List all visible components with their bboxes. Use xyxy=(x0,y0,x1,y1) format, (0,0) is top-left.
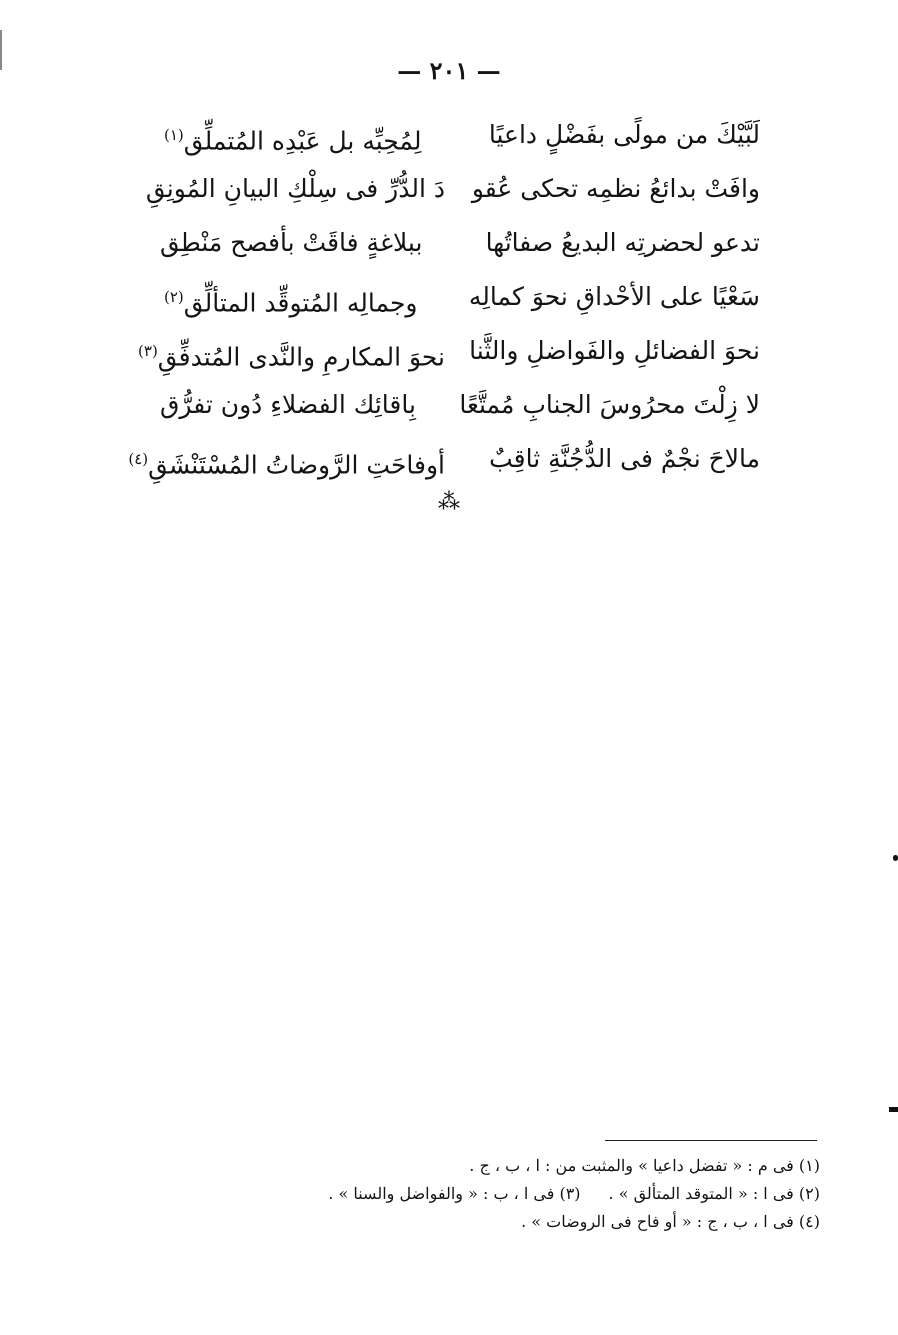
scan-edge-mark-3 xyxy=(889,1107,898,1112)
footnote-1: (١) فى م : « تفضل داعيا » والمثبت من : ا ، ب ، ج . xyxy=(469,1156,820,1175)
scan-edge-mark-2 xyxy=(893,855,898,861)
verse-4-second-hemistich-text: وجمالِه المُتوقِّد المتألِّق xyxy=(183,288,418,318)
poem xyxy=(128,108,760,486)
footnote-marker-2: (٢) xyxy=(164,288,184,306)
footnote-divider xyxy=(605,1140,817,1141)
verse-1-first-hemistich: لَبَّيْكَ من مولًى بفَضْلٍ داعيًا xyxy=(488,120,760,149)
verse-3 xyxy=(160,216,760,270)
footnote-row-2-3 xyxy=(120,1180,820,1208)
verse-6-second-hemistich xyxy=(160,378,445,432)
verse-7-second-hemistich xyxy=(128,432,445,492)
verse-2 xyxy=(145,162,760,216)
scan-edge-mark-1 xyxy=(0,30,2,70)
verse-7 xyxy=(128,432,760,486)
footnote-marker-3: (٣) xyxy=(138,342,158,360)
verse-3-first-hemistich: تدعو لحضرتِه البديعُ صفاتُها xyxy=(485,228,760,257)
footnote-marker-1: (١) xyxy=(164,126,184,144)
section-end-ornament: ⁂ xyxy=(438,490,460,515)
verse-6-second-hemistich-text: بِاقائِك الفضلاءِ دُون تفرُّق xyxy=(160,390,416,419)
page-number: — ٢٠١ — xyxy=(397,56,501,85)
verse-7-first-hemistich: مالاحَ نجْمٌ فى الدُّجُنَّةِ ثاقِبٌ xyxy=(489,444,760,473)
footnote-4: (٤) فى ا ، ب ، ج : « أو فاح فى الروضات » . xyxy=(521,1212,820,1231)
footnote-2: (٢) فى ا : « المتوقد المتألق » . xyxy=(608,1184,820,1203)
footnote-3: (٣) فى ا ، ب : « والفواضل والسنا » . xyxy=(328,1184,581,1203)
verse-5-second-hemistich-text: نحوَ المكارمِ والنَّدى المُتدفِّقِ xyxy=(157,342,445,372)
verse-2-second-hemistich-text: دَ الدُّرِّ فى سِلْكِ البيانِ المُونِقِ xyxy=(145,174,445,203)
footnote-marker-4: (٤) xyxy=(128,450,149,468)
verse-5 xyxy=(138,324,760,378)
verse-3-second-hemistich xyxy=(160,216,445,270)
footnotes xyxy=(120,1152,820,1236)
verse-6 xyxy=(160,378,760,432)
verse-4-second-hemistich xyxy=(160,270,445,330)
verse-1-second-hemistich xyxy=(160,108,445,168)
verse-5-first-hemistich: نحوَ الفضائلِ والفَواضلِ والثَّنا xyxy=(469,336,760,365)
verse-4-first-hemistich: سَعْيًا على الأحْداقِ نحوَ كمالِه xyxy=(468,282,760,311)
verse-4 xyxy=(160,270,760,324)
verse-2-first-hemistich: وافَتْ بدائعُ نظمِه تحكى عُقو xyxy=(471,174,760,203)
verse-6-first-hemistich: لا زِلْتَ محرُوسَ الجنابِ مُمتَّعًا xyxy=(459,390,760,419)
verse-1 xyxy=(160,108,760,162)
verse-1-second-hemistich-text: لِمُحِبِّه بل عَبْدِه المُتملِّق xyxy=(183,126,422,156)
verse-2-second-hemistich xyxy=(145,162,445,216)
verse-5-second-hemistich xyxy=(138,324,445,384)
verse-7-second-hemistich-text: أوفاحَتِ الرَّوضاتُ المُسْتَنْشَقِ xyxy=(148,450,445,480)
verse-3-second-hemistich-text: ببلاغةٍ فاقَتْ بأفصح مَنْطِق xyxy=(160,228,423,257)
